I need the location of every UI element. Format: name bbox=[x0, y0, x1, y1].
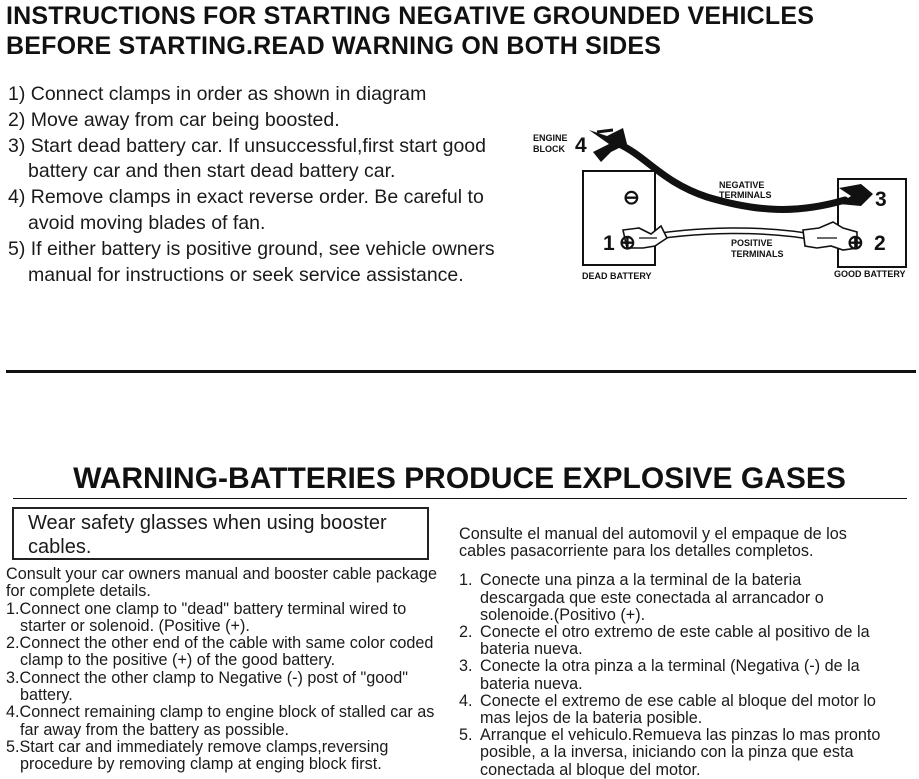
dead-battery-label: DEAD BATTERY bbox=[582, 271, 652, 281]
spanish-step-line: Conecte el otro extremo de este cable al positivo de la bbox=[480, 623, 870, 642]
spanish-step-line: bateria nueva. bbox=[480, 640, 583, 659]
dead-minus-terminal: ⊖ bbox=[623, 187, 640, 209]
spanish-step-number: 5. bbox=[459, 726, 473, 745]
safety-glasses-notice bbox=[12, 507, 429, 560]
engine-block-clamp bbox=[589, 128, 627, 162]
step-3-cont: battery car and then start dead battery car. bbox=[28, 160, 396, 183]
negative-label-1: NEGATIVE bbox=[719, 180, 765, 190]
good-plus-terminal: ⊕ bbox=[847, 232, 864, 254]
positive-label-2: TERMINALS bbox=[731, 249, 784, 259]
section-divider bbox=[6, 370, 916, 373]
step-1: 1) Connect clamps in order as shown in diagram bbox=[8, 83, 427, 105]
jump-start-diagram bbox=[527, 122, 919, 284]
warning-underline bbox=[13, 498, 907, 499]
step-4-cont: avoid moving blades of fan. bbox=[28, 211, 266, 234]
english-line: battery. bbox=[20, 686, 73, 705]
spanish-intro-line-2: cables pasacorriente para los detalles completos. bbox=[459, 542, 814, 561]
step-4: 4) Remove clamps in exact reverse order. Be careful to bbox=[8, 186, 484, 209]
spanish-intro-line-1: Consulte el manual del automovil y el empaque de los bbox=[459, 525, 847, 543]
page-title-line-2: BEFORE STARTING.READ WARNING ON BOTH SIDES bbox=[6, 32, 662, 60]
spanish-instructions bbox=[459, 526, 914, 779]
spanish-step bbox=[459, 624, 914, 658]
starting-steps bbox=[8, 82, 508, 288]
spanish-step bbox=[459, 693, 914, 727]
good-neg-terminal-number: 3 bbox=[875, 188, 887, 211]
spanish-step bbox=[459, 572, 914, 624]
step-3: 3) Start dead battery car. If unsuccessful,first start good bbox=[8, 134, 486, 157]
engine-block-number: 4 bbox=[575, 134, 587, 157]
english-line: Consult your car owners manual and booster cable package bbox=[6, 565, 438, 583]
spanish-step-line: mas lejos de la bateria posible. bbox=[480, 709, 703, 728]
spanish-step-number: 4. bbox=[459, 691, 473, 710]
spanish-step-line: solenoide.(Positivo (+). bbox=[480, 605, 646, 624]
spanish-step-text bbox=[480, 624, 870, 658]
positive-label-1: POSITIVE bbox=[731, 238, 773, 248]
english-instructions bbox=[6, 566, 446, 774]
english-line: 1.Connect one clamp to "dead" battery terminal wired to bbox=[6, 599, 407, 618]
step-5: 5) If either battery is positive ground, see vehicle owners bbox=[8, 237, 495, 260]
english-line: procedure by removing clamp at enging block first. bbox=[20, 755, 382, 774]
english-line: far away from the battery as possible. bbox=[20, 720, 290, 739]
english-line: for complete details. bbox=[6, 582, 151, 601]
spanish-step-text bbox=[480, 572, 824, 624]
spanish-step-number: 2. bbox=[459, 623, 473, 642]
engine-label-2: BLOCK bbox=[533, 144, 565, 154]
english-line: 2.Connect the other end of the cable with same color coded bbox=[6, 634, 434, 653]
english-line: 5.Start car and immediately remove clamps,reversing bbox=[6, 737, 389, 756]
spanish-intro bbox=[459, 526, 914, 560]
good-negative-clamp bbox=[839, 184, 873, 206]
good-battery-label: GOOD BATTERY bbox=[834, 269, 906, 279]
step-5-cont: manual for instructions or seek service assistance. bbox=[28, 263, 464, 286]
page-title-line-1: INSTRUCTIONS FOR STARTING NEGATIVE GROUNDED VEHICLES bbox=[6, 2, 815, 30]
spanish-step-line: conectada al bloque del motor. bbox=[480, 760, 701, 779]
good-pos-terminal-number: 2 bbox=[874, 232, 886, 255]
spanish-step-line: bateria nueva. bbox=[480, 674, 583, 693]
notice-line-1: Wear safety glasses when using booster bbox=[28, 512, 387, 534]
step-2: 2) Move away from car being boosted. bbox=[8, 108, 340, 131]
dead-terminal-number: 1 bbox=[603, 232, 615, 255]
spanish-step bbox=[459, 658, 914, 692]
spanish-step-line: Arranque el vehiculo.Remueva las pinzas lo mas pronto bbox=[480, 726, 881, 745]
spanish-step-text bbox=[480, 658, 860, 692]
engine-label-1: ENGINE bbox=[533, 133, 568, 143]
spanish-step-line: Conecte la otra pinza a la terminal (Negativa (-) de la bbox=[480, 657, 860, 676]
english-line: clamp to the positive (+) of the good battery. bbox=[20, 651, 336, 670]
spanish-step-number: 1. bbox=[459, 571, 473, 590]
spanish-steps bbox=[459, 572, 914, 778]
spanish-step-number: 3. bbox=[459, 657, 473, 676]
spanish-step-line: posible, a la inversa, iniciando con la pinza que esta bbox=[480, 743, 854, 762]
english-line: 4.Connect remaining clamp to engine block of stalled car as bbox=[6, 703, 435, 722]
negative-label-2: TERMINALS bbox=[719, 190, 772, 200]
dead-plus-terminal: ⊕ bbox=[619, 232, 636, 254]
english-line: starter or solenoid. (Positive (+). bbox=[20, 616, 250, 635]
spanish-step-text bbox=[480, 693, 876, 727]
spanish-step-line: descargada que este conectada al arrancador o bbox=[480, 588, 824, 607]
english-line: 3.Connect the other clamp to Negative (-) post of "good" bbox=[6, 668, 409, 687]
spanish-step-text bbox=[480, 727, 880, 779]
spanish-step-line: Conecte el extremo de ese cable al bloque del motor lo bbox=[480, 691, 876, 710]
spanish-step bbox=[459, 727, 914, 779]
spanish-step-line: Conecte una pinza a la terminal de la bateria bbox=[480, 571, 802, 590]
notice-line-2: cables. bbox=[28, 536, 92, 558]
warning-title: WARNING-BATTERIES PRODUCE EXPLOSIVE GASES bbox=[73, 462, 846, 495]
